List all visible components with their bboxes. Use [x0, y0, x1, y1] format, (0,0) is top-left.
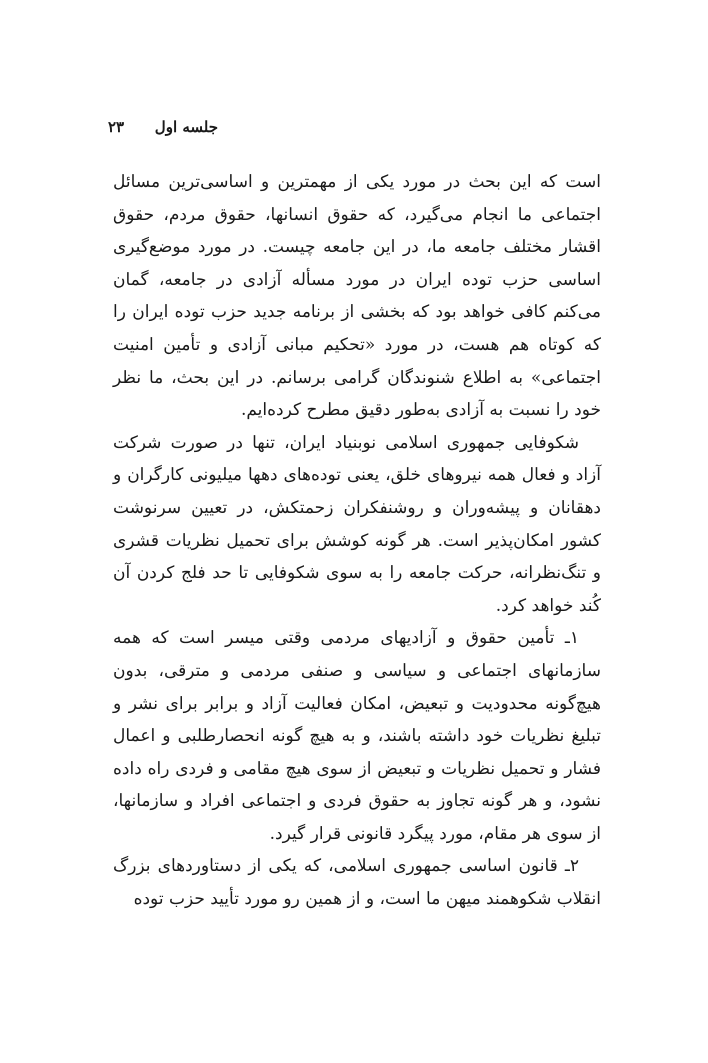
- chapter-title: جلسه اول: [154, 118, 218, 136]
- paragraph-item-2: ۲ـ قانون اساسی جمهوری اسلامی، که یکی از دستاوردهای بزرگ انقلاب شکوهمند میهن ما است، و از همین رو مورد تأیید حزب توده: [113, 856, 601, 910]
- paragraph-intro: است که این بحث در مورد یکی از مهمترین و اساسی‌ترین مسائل اجتماعی ما انجام می‌گیرد، که حقوق انسانها، حقوق مردم، حقوق اقشار مختلف جامعه ما، در این جامعه چیست. در مورد موضع‌گیری اساسی حزب توده ایران در مورد مسأله آزادی در جامعه، گمان می‌کنم کافی خواهد بود که بخشی از برنامه جدید حزب توده ایران را که کوتاه هم هست، در مورد «تحکیم مبانی آزادی و تأمین امنیت اجتماعی» به اطلاع شنوندگان گرامی برسانم. در این بحث، ما نظر خود را نسبت به آزادی به‌طور دقیق مطرح کرده‌ایم.: [113, 172, 601, 421]
- running-header: [108, 118, 218, 136]
- paragraph-item-1: ۱ـ تأمین حقوق و آزادیهای مردمی وقتی میسر است که همه سازمانهای اجتماعی و سیاسی و صنفی مردمی و مترقی، بدون هیچ‌گونه محدودیت و تبعیض، امکان فعالیت آزاد و برابر برای نشر و تبلیغ نظریات خود داشته باشند، و به هیچ گونه انحصارطلبی و اعمال فشار و تحمیل نظریات و تبعیض از سوی هیچ مقامی و فردی راه داده نشود، و هر گونه تجاوز به حقوق فردی و اجتماعی افراد و سازمانها، از سوی هر مقام، مورد پیگرد قانونی قرار گیرد.: [113, 628, 601, 844]
- page-number: ۲۳: [108, 118, 125, 136]
- paragraph-prosperity: شکوفایی جمهوری اسلامی نوبنیاد ایران، تنها در صورت شرکت آزاد و فعال همه نیروهای خلق، یعنی توده‌های دهها میلیونی کارگران و دهقانان و پیشه‌وران و روشنفکران زحمتکش، در تعیین سرنوشت کشور امکان‌پذیر است. هر گونه کوشش برای تحمیل نظریات قشری و تنگ‌نظرانه، حرکت جامعه را به سوی شکوفایی تا حد فلج کردن آن کُند خواهد کرد.: [113, 432, 601, 616]
- body-text: [113, 166, 601, 916]
